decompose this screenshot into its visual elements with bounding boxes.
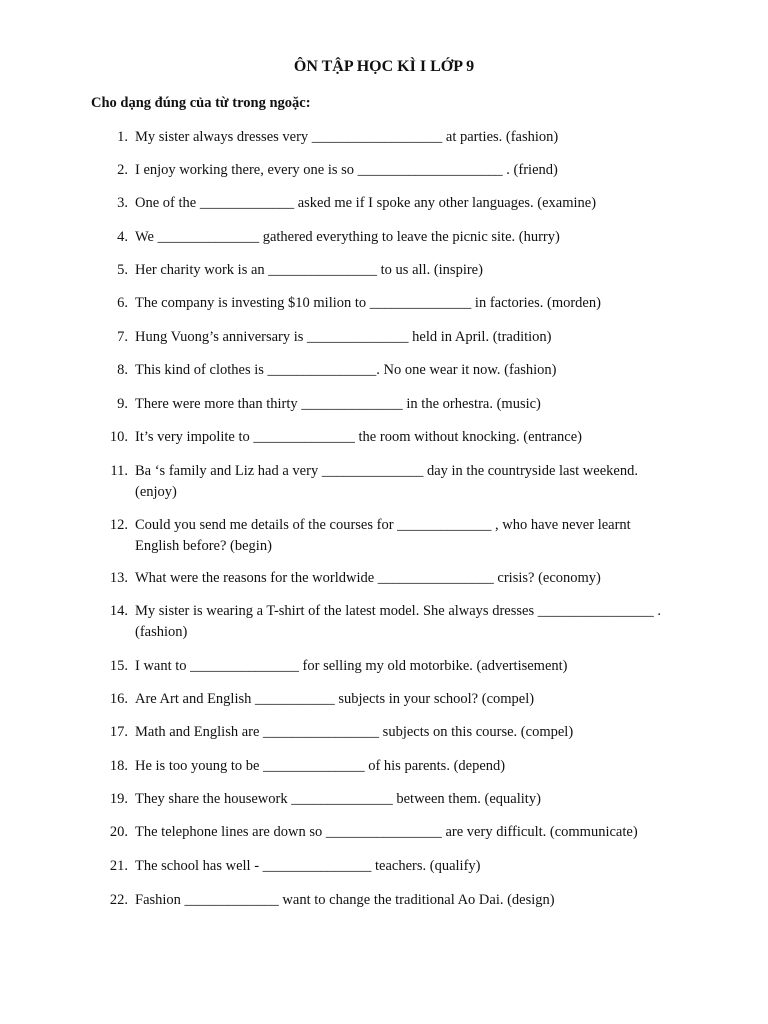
item-text: Hung Vuong’s anniversary is ______________ held in April. (tradition) bbox=[135, 329, 552, 345]
item-text: Fashion _____________ want to change the traditional Ao Dai. (design) bbox=[135, 892, 555, 908]
item-text: There were more than thirty ______________ in the orhestra. (music) bbox=[135, 396, 541, 412]
item-number: 12. bbox=[109, 517, 128, 533]
item-text: He is too young to be ______________ of his parents. (depend) bbox=[135, 758, 506, 774]
item-number: 18. bbox=[109, 758, 128, 774]
item-number: 2. bbox=[117, 162, 128, 178]
item-text: Math and English are ________________ subjects on this course. (compel) bbox=[135, 724, 574, 740]
item-text: What were the reasons for the worldwide ________________ crisis? (economy) bbox=[135, 570, 601, 586]
item-text: It’s very impolite to ______________ the room without knocking. (entrance) bbox=[135, 429, 583, 445]
item-number: 17. bbox=[109, 724, 128, 740]
item-text: This kind of clothes is _______________. No one wear it now. (fashion) bbox=[135, 362, 557, 378]
item-number: 13. bbox=[109, 570, 128, 586]
item-number: 7. bbox=[117, 329, 128, 345]
item-text: One of the _____________ asked me if I spoke any other languages. (examine) bbox=[135, 195, 597, 211]
item-number: 14. bbox=[109, 603, 128, 619]
item-text: Could you send me details of the courses for _____________ , who have never learnt English before? (begin) bbox=[135, 517, 631, 554]
item-text: The telephone lines are down so ________________ are very difficult. (communicate) bbox=[135, 824, 638, 840]
item-text: Are Art and English ___________ subjects in your school? (compel) bbox=[135, 691, 535, 707]
item-number: 19. bbox=[109, 791, 128, 807]
item-text: I enjoy working there, every one is so ____________________ . (friend) bbox=[135, 162, 558, 178]
item-text: I want to _______________ for selling my old motorbike. (advertisement) bbox=[135, 658, 568, 674]
item-number: 20. bbox=[109, 824, 128, 840]
item-number: 22. bbox=[109, 892, 128, 908]
item-number: 1. bbox=[117, 129, 128, 145]
item-text: My sister is wearing a T-shirt of the latest model. She always dresses ________________ . (fashion) bbox=[135, 603, 661, 640]
item-text: They share the housework ______________ between them. (equality) bbox=[135, 791, 541, 807]
item-number: 5. bbox=[117, 262, 128, 278]
item-number: 21. bbox=[109, 858, 128, 874]
item-number: 11. bbox=[110, 463, 128, 479]
item-number: 6. bbox=[117, 295, 128, 311]
item-number: 8. bbox=[117, 362, 128, 378]
item-text: My sister always dresses very __________________ at parties. (fashion) bbox=[135, 129, 559, 145]
item-text: We ______________ gathered everything to leave the picnic site. (hurry) bbox=[135, 229, 560, 245]
item-number: 4. bbox=[117, 229, 128, 245]
item-number: 3. bbox=[117, 195, 128, 211]
item-text: The company is investing $10 milion to ______________ in factories. (morden) bbox=[135, 295, 601, 311]
instruction-heading: Cho dạng đúng của từ trong ngoặc: bbox=[91, 95, 311, 111]
page-title: ÔN TẬP HỌC KÌ I LỚP 9 bbox=[293, 58, 475, 75]
item-text: The school has well - _______________ teachers. (qualify) bbox=[135, 858, 481, 874]
item-number: 15. bbox=[109, 658, 128, 674]
item-number: 9. bbox=[117, 396, 128, 412]
item-text: Her charity work is an _______________ to us all. (inspire) bbox=[135, 262, 483, 278]
item-text: Ba ‘s family and Liz had a very ______________ day in the countryside last weekend. (enjoy) bbox=[135, 463, 638, 500]
item-number: 16. bbox=[109, 691, 128, 707]
item-number: 10. bbox=[109, 429, 128, 445]
